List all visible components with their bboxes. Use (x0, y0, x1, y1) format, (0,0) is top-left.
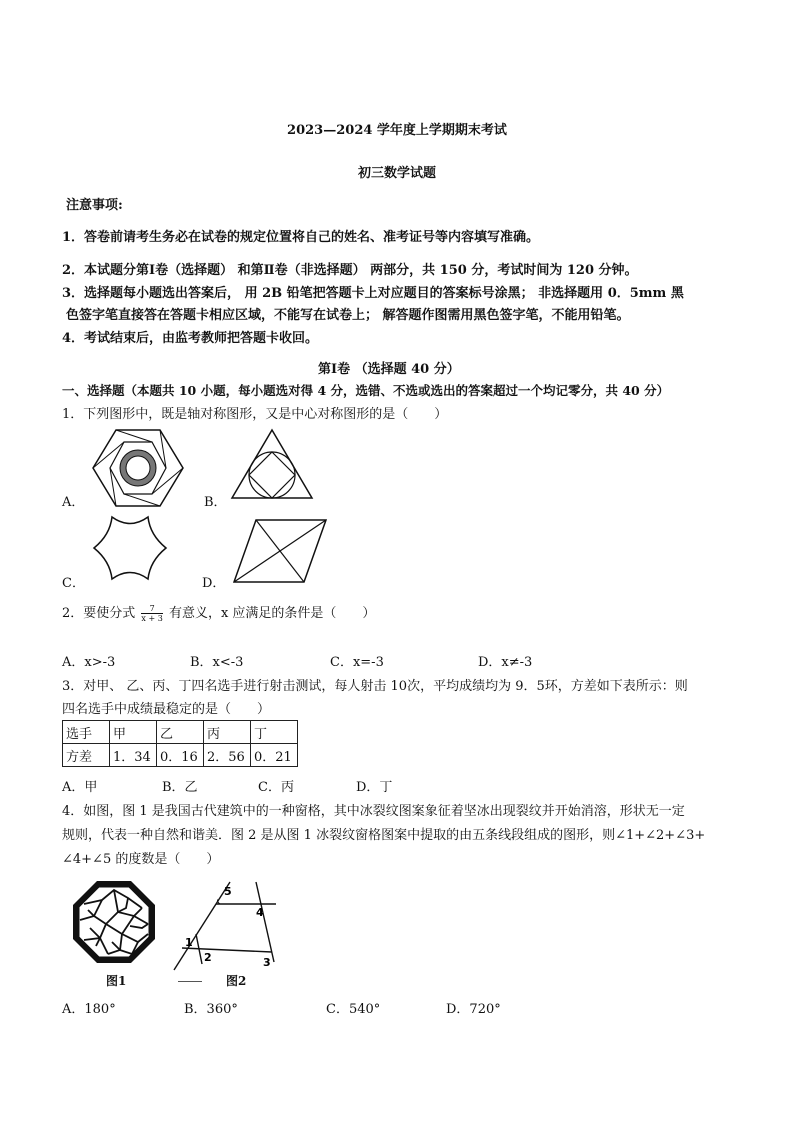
table-cell: 甲 (110, 721, 157, 744)
table-cell: 丁 (251, 721, 298, 744)
angle-label-5: 5 (224, 885, 232, 898)
q1-figure-c (92, 514, 168, 582)
q1-figure-d (232, 518, 328, 584)
subject-title: 初三数学试题 (357, 166, 436, 181)
q3-option-a: A．甲 (62, 780, 98, 795)
q1-option-b-label: B． (204, 495, 227, 510)
angle-label-3: 3 (263, 956, 271, 969)
table-cell: 0．21 (251, 744, 298, 767)
variance-table (62, 720, 298, 767)
table-cell: 选手 (63, 721, 110, 744)
q4-stem-line2: 规则，代表一种自然和谐美．图 2 是从图 1 冰裂纹窗格图案中提取的由五条线段组成的图形，则∠1+∠2+∠3+ (62, 828, 706, 843)
table-row (63, 744, 298, 767)
table-cell: 2．56 (204, 744, 251, 767)
notice-item-4: 4．考试结束后，由监考教师把答题卡收回。 (62, 331, 319, 346)
q4-option-d: D．720° (446, 1002, 501, 1017)
figure-divider (178, 981, 202, 982)
notice-heading: 注意事项: (66, 198, 123, 213)
q1-figure-b (230, 428, 314, 500)
angle-label-2: 2 (204, 951, 212, 964)
table-cell: 方差 (63, 744, 110, 767)
part1-title: 第Ⅰ卷 （选择题 40 分） (318, 362, 460, 377)
q1-option-a-label: A． (62, 495, 85, 510)
q2-fraction-denominator: x + 3 (141, 614, 163, 623)
exam-title: 2023—2024 学年度上学期期末考试 (287, 123, 507, 138)
q4-figure-1-caption: 图1 (106, 974, 127, 988)
table-cell: 丙 (204, 721, 251, 744)
q3-option-b: B．乙 (162, 780, 198, 795)
q2-option-a: A．x>-3 (62, 655, 116, 670)
table-cell: 乙 (157, 721, 204, 744)
q3-option-d: D．丁 (356, 780, 393, 795)
q2-stem (62, 602, 375, 623)
notice-item-3: 3．选择题每小题选出答案后， 用 2B 铅笔把答题卡上对应题目的答案标号涂黑； 非选择题用 0．5mm 黑 (62, 286, 684, 301)
q4-option-b: B．360° (184, 1002, 238, 1017)
notice-item-1: 1．答卷前请考生务必在试卷的规定位置将自己的姓名、准考证号等内容填写准确。 (62, 230, 540, 245)
q4-figure-2-caption: 图2 (226, 974, 247, 988)
table-cell: 1．34 (110, 744, 157, 767)
q2-option-d: D．x≠-3 (478, 655, 533, 670)
notice-item-3-cont: 色签字笔直接答在答题卡相应区域，不能写在试卷上； 解答题作图需用黑色签字笔，不能用铅笔。 (66, 308, 630, 323)
q1-option-c-label: C． (62, 576, 85, 591)
q2-option-b: B．x<-3 (190, 655, 244, 670)
q1-figure-a (90, 428, 186, 508)
q4-figure-1-window-lattice (72, 880, 156, 964)
q4-option-a: A．180° (62, 1002, 116, 1017)
q3-stem-line1: 3．对甲、 乙、丙、丁四名选手进行射击测试，每人射击 10次，平均成绩均为 9．5环，方差如下表所示：则 (62, 679, 688, 694)
table-cell: 0．16 (157, 744, 204, 767)
q3-option-c: C．丙 (258, 780, 294, 795)
q4-option-c: C．540° (326, 1002, 381, 1017)
table-header-row (63, 721, 298, 744)
angle-label-1: 1 (185, 936, 193, 949)
q3-stem-line2: 四名选手中成绩最稳定的是（ ） (62, 702, 271, 717)
notice-item-2: 2．本试题分第Ⅰ卷（选择题） 和第Ⅱ卷（非选择题） 两部分，共 150 分，考试时间为 120 分钟。 (62, 263, 638, 278)
q4-figure-2-segments (172, 880, 280, 972)
q2-stem-suffix: 有意义，x 应满足的条件是（ ） (168, 606, 376, 621)
q4-stem-line3: ∠4+∠5 的度数是（ ） (62, 852, 220, 867)
q1-stem: 1．下列图形中，既是轴对称图形，又是中心对称图形的是（ ） (62, 407, 448, 422)
q4-stem-line1: 4．如图，图 1 是我国古代建筑中的一种窗格，其中冰裂纹图案象征着坚冰出现裂纹并开始消溶，形状无一定 (62, 804, 685, 819)
angle-label-4: 4 (256, 906, 264, 919)
q1-option-d-label: D． (202, 576, 226, 591)
q2-fraction (141, 604, 162, 623)
q2-fraction-numerator: 7 (141, 604, 162, 614)
q2-stem-prefix: 2．要使分式 (62, 606, 136, 621)
q2-option-c: C．x=-3 (330, 655, 384, 670)
section1-heading: 一、选择题（本题共 10 小题，每小题选对得 4 分，选错、不选或选出的答案超过一个均记零分，共 40 分） (62, 383, 670, 398)
